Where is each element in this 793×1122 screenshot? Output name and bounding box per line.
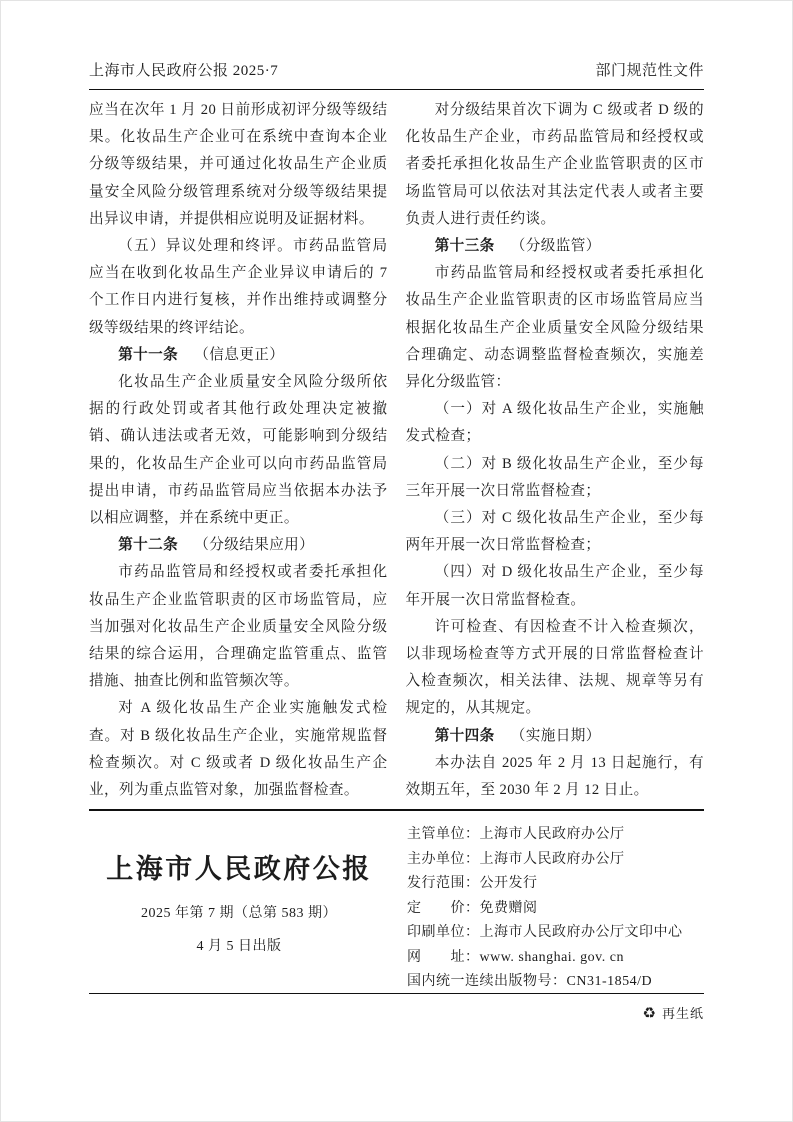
recycle-icon: ♻ — [642, 1004, 657, 1022]
article-heading — [89, 532, 388, 559]
article-number: 第十三条 — [434, 238, 495, 255]
article-number: 第十一条 — [118, 346, 179, 363]
paragraph: （二）对 B 级化妆品生产企业，至少每三年开展一次日常监督检查； — [405, 455, 704, 499]
paragraph: 市药品监管局和经授权或者委托承担化妆品生产企业监管职责的区市场监管局，应当加强对化妆品生产企业质量安全风险分级结果的综合运用，合理确定监管重点、监管措施、抽查比例和监管频次等。 — [89, 564, 388, 690]
recycled-paper-label: 再生纸 — [661, 1006, 704, 1021]
page-header — [89, 59, 704, 80]
colophon-info-line: 网 址：www. shanghai. gov. cn — [407, 949, 624, 965]
colophon-info-line: 定 价：免费赠阅 — [407, 900, 538, 916]
paragraph: 许可检查、有因检查不计入检查频次，以非现场检查等方式开展的日常监督检查计入检查频次，相关法律、法规、规章等另有规定的，从其规定。 — [405, 618, 704, 717]
article-title: （实施日期） — [510, 727, 601, 744]
colophon-left-block — [89, 821, 389, 993]
paragraph: （三）对 C 级化妆品生产企业，至少每两年开展一次日常监督检查； — [405, 510, 704, 554]
recycled-paper-note — [89, 1003, 704, 1022]
gazette-title: 上海市人民政府公报 — [106, 854, 372, 884]
left-column — [89, 97, 388, 809]
colophon-info-line: 发行范围：公开发行 — [407, 876, 538, 891]
colophon — [89, 811, 704, 993]
article-title: （分级结果应用） — [194, 537, 315, 554]
paragraph: 应当在次年 1 月 20 日前形成初评分级等级结果。化妆品生产企业可在系统中查询本企业分级等级结果，并可通过化妆品生产企业质量安全风险分级管理系统对分级等级结果提出异议申请，并提供相应说明及证据材料。 — [89, 102, 388, 227]
gazette-publish-date: 4 月 5 日出版 — [196, 939, 282, 954]
paragraph: 本办法自 2025 年 2 月 13 日起施行，有效期五年，至 2030 年 2 月 12 日止。 — [405, 754, 704, 799]
article-heading — [89, 342, 388, 369]
body-columns — [89, 90, 704, 809]
paragraph: 对 A 级化妆品生产企业实施触发式检查。对 B 级化妆品生产企业，实施常规监督检查频次。对 C 级或者 D 级化妆品生产企业，列为重点监管对象，加强监督检查。 — [89, 700, 388, 799]
colophon-info-line: 国内统一连续出版物号：CN31-1854/D — [407, 974, 653, 989]
header-right-section: 部门规范性文件 — [595, 63, 704, 79]
header-left-title: 上海市人民政府公报 2025·7 — [89, 63, 279, 79]
paragraph: 对分级结果首次下调为 C 级或者 D 级的化妆品生产企业，市药品监管局和经授权或者委托承担化妆品生产企业监管职责的区市场监管局可以依法对其法定代表人或者主要负责人进行责任约谈。 — [405, 102, 704, 227]
colophon-info-line: 印刷单位：上海市人民政府办公厅文印中心 — [407, 925, 683, 940]
article-heading — [406, 233, 705, 260]
right-column — [406, 97, 705, 809]
colophon-info-line: 主办单位：上海市人民政府办公厅 — [407, 851, 625, 867]
article-number: 第十四条 — [434, 727, 495, 744]
article-number: 第十二条 — [118, 537, 179, 554]
paragraph: （一）对 A 级化妆品生产企业，实施触发式检查； — [405, 401, 704, 445]
gazette-issue: 2025 年第 7 期（总第 583 期） — [141, 906, 337, 921]
article-title: （分级监管） — [510, 238, 601, 255]
article-title: （信息更正） — [194, 346, 285, 363]
article-heading — [406, 723, 705, 750]
paragraph: （五）异议处理和终评。市药品监管局应当在收到化妆品生产企业异议申请后的 7 个工作日内进行复核，并作出维持或调整分级等级结果的终评结论。 — [89, 238, 388, 336]
paragraph: 化妆品生产企业质量安全风险分级所依据的行政处罚或者其他行政处理决定被撤销、确认违法或者无效，可能影响到分级结果的，化妆品生产企业可以向市药品监管局提出申请，市药品监管局应当依据本办法予以相应调整，并在系统中更正。 — [89, 374, 388, 527]
paragraph: 市药品监管局和经授权或者委托承担化妆品生产企业监管职责的区市场监管局应当根据化妆品生产企业质量安全风险分级结果合理确定、动态调整监督检查频次，实施差异化分级监管： — [405, 265, 704, 391]
paragraph: （四）对 D 级化妆品生产企业，至少每年开展一次日常监督检查。 — [405, 564, 704, 608]
colophon-info-line: 主管单位：上海市人民政府办公厅 — [407, 827, 625, 842]
colophon-info-block — [407, 821, 704, 993]
